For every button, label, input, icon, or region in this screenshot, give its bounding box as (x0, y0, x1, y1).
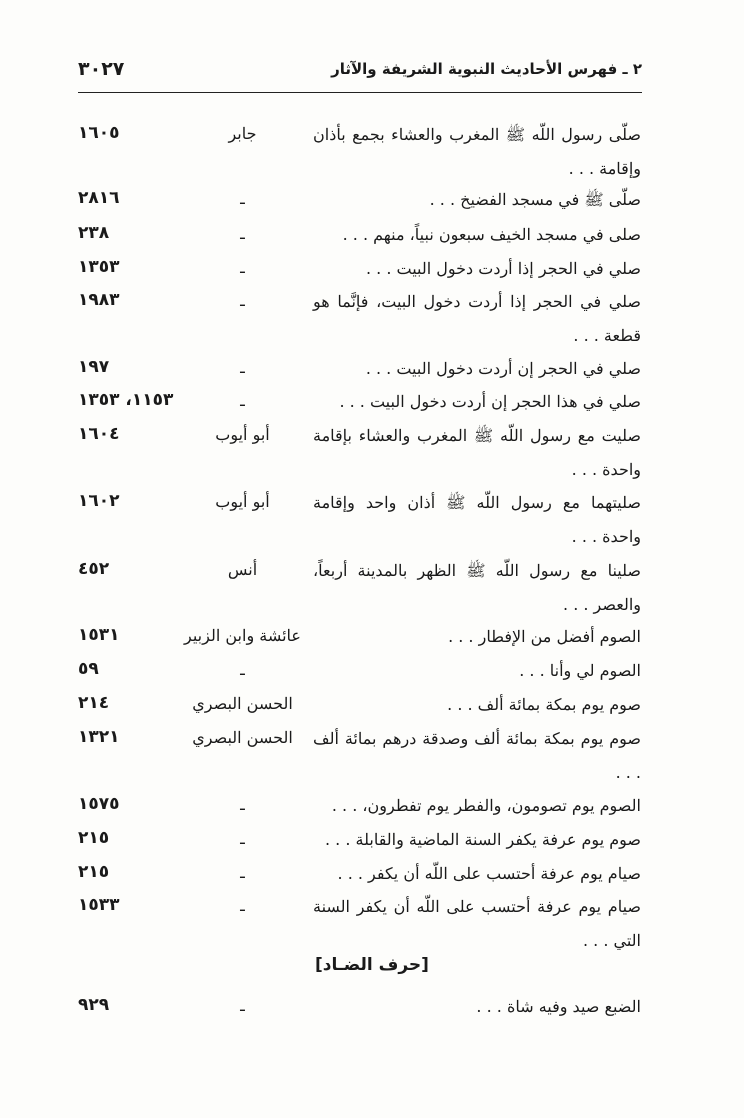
entry-reference: ١٥٧٥ (78, 794, 120, 814)
entry-text: صلّى ﷺ في مسجد الفضيخ . . . (429, 190, 641, 209)
entry-reference: ٢١٤ (78, 693, 110, 713)
entry-narrator: ـ (240, 258, 245, 277)
entry-narrator: ـ (240, 863, 245, 882)
entry-reference: ٢٨١٦ (78, 188, 120, 208)
entry-narrator: ـ (240, 829, 245, 848)
entry-reference: ٤٥٢ (78, 559, 110, 579)
entry-text: صوم يوم عرفة يكفر السنة الماضية والقابلة . . . (324, 830, 641, 849)
entry-text: صلي في هذا الحجر إن أردت دخول البيت . . . (339, 392, 641, 411)
entry-narrator: ـ (240, 660, 245, 679)
running-title: ٢ ـ فهرس الأحاديث النبوية الشريفة والآثار (331, 60, 642, 78)
entry-narrator: ـ (240, 224, 245, 243)
entry-narrator: أبو أيوب (215, 425, 270, 444)
entry-text: صيام يوم عرفة أحتسب على اللّه أن يكفر . . . (337, 864, 641, 883)
entry-text: صوم يوم بمكة بمائة ألف . . . (447, 695, 641, 714)
entry-reference: ١٣٢١ (78, 727, 120, 747)
entry-reference: ١٦٠٢ (78, 491, 120, 511)
entry-reference: ١٣٥٣ (78, 257, 120, 277)
entry-text: الصوم يوم تصومون، والفطر يوم تفطرون، . . . (331, 796, 641, 815)
entry-narrator: أبو أيوب (215, 492, 270, 511)
entry-narrator: ـ (240, 795, 245, 814)
entry-narrator: الحسن البصري (192, 728, 293, 747)
entry-reference: ٢١٥ (78, 862, 110, 882)
entry-text: صلي في الحجر إذا أردت دخول البيت . . . (365, 259, 641, 278)
page-number: ٣٠٢٧ (78, 58, 125, 80)
entry-narrator: ـ (240, 358, 245, 377)
entry-narrator: ـ (240, 996, 245, 1015)
entry-narrator: عائشة وابن الزبير (184, 626, 301, 645)
entry-reference: ٢٣٨ (78, 223, 110, 243)
entry-narrator: أنس (227, 560, 258, 579)
entry-narrator: ـ (240, 189, 245, 208)
entry-text: صلي في الحجر إذا أردت دخول البيت، فإنَّما هو قطعة . . . (313, 292, 641, 345)
entry-text: صوم يوم بمكة بمائة ألف وصدقة درهم بمائة ألف . . . (313, 729, 641, 782)
entry-text: صلى في مسجد الخيف سبعون نبياً، منهم . . . (342, 225, 641, 244)
section-heading: [حرف الضـاد] (315, 955, 429, 975)
entry-text: صلّى رسول اللّه ﷺ المغرب والعشاء بجمع بأذان وإقامة . . . (313, 125, 641, 178)
entry-reference: ١١٥٣، ١٣٥٣ (78, 390, 174, 410)
entry-reference: ٩٢٩ (78, 995, 110, 1015)
entry-narrator: ـ (240, 896, 245, 915)
entry-text: صيام يوم عرفة أحتسب على اللّه أن يكفر السنة التي . . . (313, 897, 641, 950)
entry-reference: ١٩٧ (78, 357, 110, 377)
entry-narrator: جابر (228, 124, 257, 143)
entry-text: الضبع صيد وفيه شاة . . . (476, 997, 641, 1016)
entry-narrator: الحسن البصري (192, 694, 293, 713)
entry-reference: ٥٩ (78, 659, 99, 679)
entry-text: الصوم لي وأنا . . . (519, 661, 641, 680)
entry-reference: ١٦٠٤ (78, 424, 120, 444)
entry-reference: ١٩٨٣ (78, 290, 120, 310)
entry-narrator: ـ (240, 291, 245, 310)
entry-reference: ١٥٣١ (78, 625, 120, 645)
entry-text: صليتهما مع رسول اللّه ﷺ أذان واحد وإقامة واحدة . . . (313, 493, 641, 546)
running-header (78, 52, 642, 93)
entry-text: صلي في الحجر إن أردت دخول البيت . . . (365, 359, 641, 378)
entry-text: صليت مع رسول اللّه ﷺ المغرب والعشاء بإقامة واحدة . . . (313, 426, 641, 479)
entry-reference: ١٥٣٣ (78, 895, 120, 915)
entry-text: صلينا مع رسول اللّه ﷺ الظهر بالمدينة أربعاً، والعصر . . . (313, 561, 641, 614)
entry-reference: ٢١٥ (78, 828, 110, 848)
entry-narrator: ـ (240, 391, 245, 410)
entry-text: الصوم أفضل من الإفطار . . . (448, 627, 641, 646)
entry-reference: ١٦٠٥ (78, 123, 120, 143)
